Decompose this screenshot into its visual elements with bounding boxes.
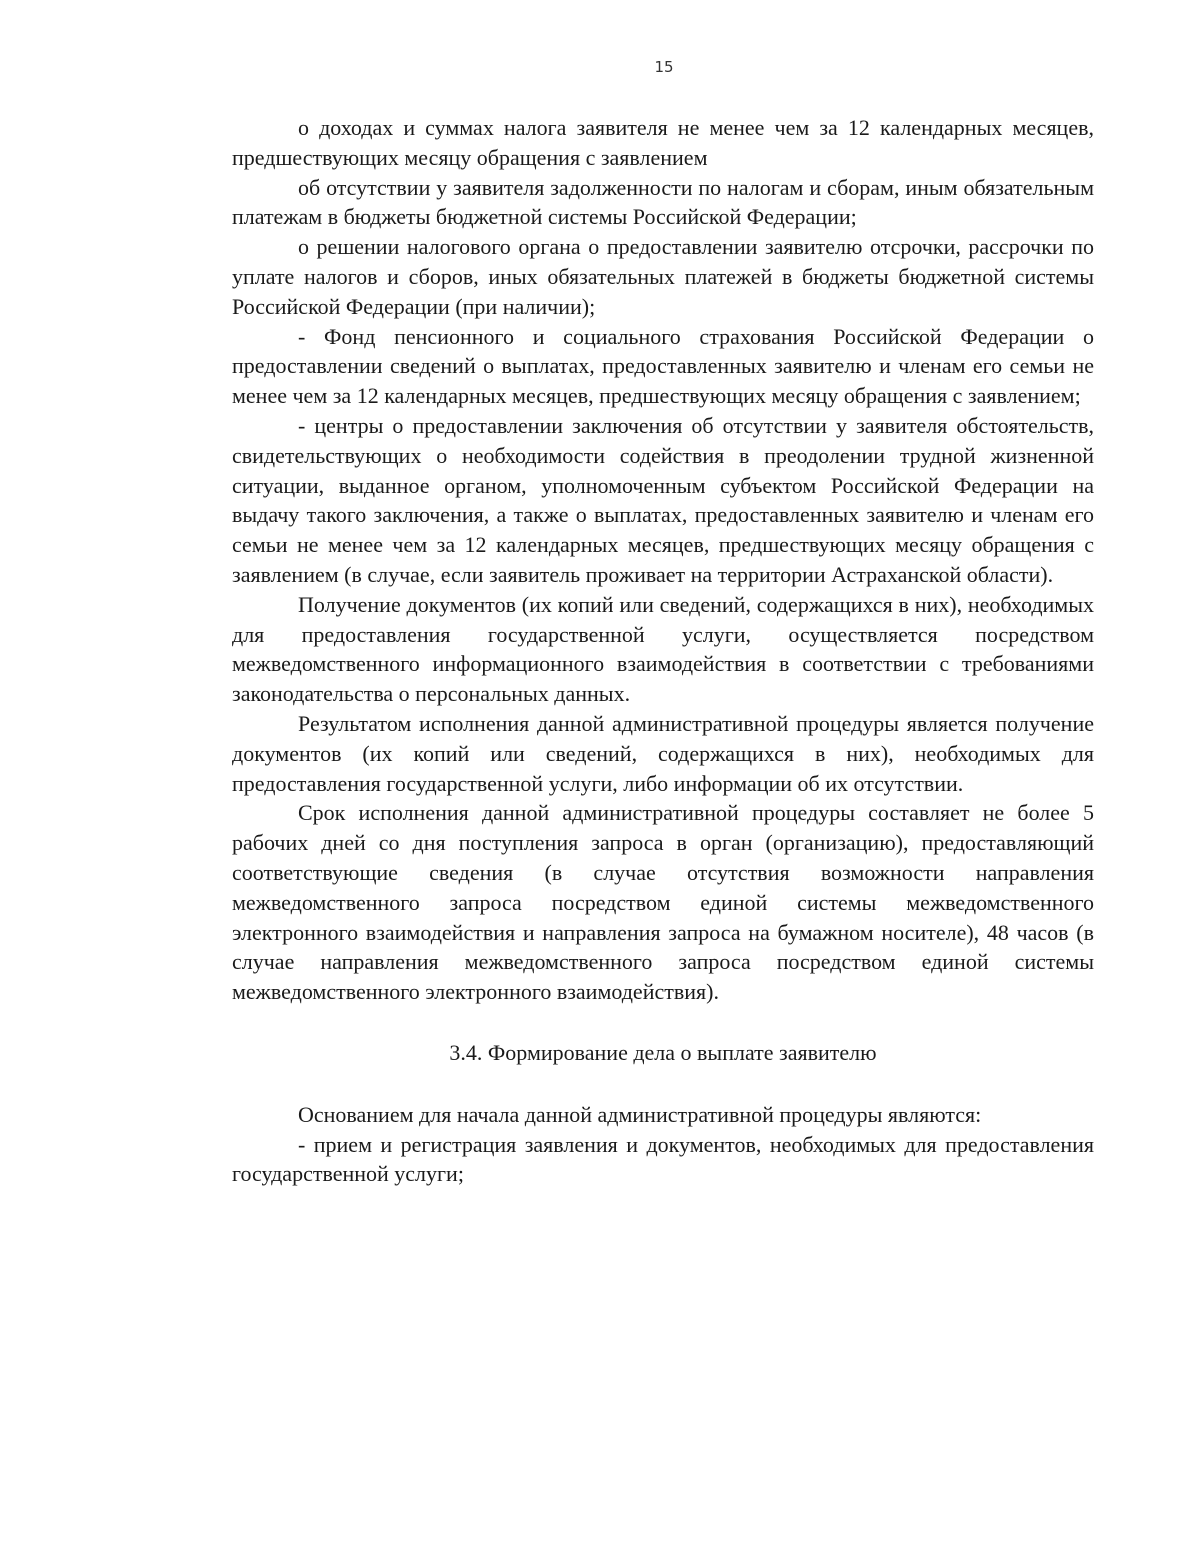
paragraph-pension-fund: - Фонд пенсионного и социального страхования Российской Федерации о предоставлении сведений о выплатах, предоставленных заявителю и членам его семьи не менее чем за 12 календарных месяцев, предшествующих месяцу обращения с заявлением; bbox=[232, 323, 1094, 409]
document-body bbox=[232, 113, 1094, 1189]
page-number: 15 bbox=[654, 58, 674, 76]
paragraph-application-registration: - прием и регистрация заявления и документов, необходимых для предоставления государственной услуги; bbox=[232, 1131, 1094, 1187]
paragraph-tax-deferral: о решении налогового органа о предоставлении заявителю отсрочки, рассрочки по уплате налогов и сборов, иных обязательных платежей в бюджеты бюджетной системы Российской Федерации (при наличии); bbox=[232, 234, 1094, 319]
paragraph-procedure-result: Результатом исполнения данной административной процедуры является получение документов (их копий или сведений, содержащихся в них), необходимых для предоставления государственной услуги, либо информации об их отсутствии. bbox=[232, 710, 1094, 796]
paragraph-tax-debt: об отсутствии у заявителя задолженности по налогам и сборам, иным обязательным платежам в бюджеты бюджетной системы Российской Федерации; bbox=[232, 174, 1094, 230]
paragraph-procedure-basis: Основанием для начала данной административной процедуры являются: bbox=[298, 1101, 982, 1127]
paragraph-income-tax: о доходах и суммах налога заявителя не менее чем за 12 календарных месяцев, предшествующих месяцу обращения с заявлением bbox=[232, 115, 1094, 170]
section-heading: 3.4. Формирование дела о выплате заявителю bbox=[449, 1039, 877, 1065]
paragraph-procedure-term: Срок исполнения данной административной процедуры составляет не более 5 рабочих дней со дня поступления запроса в орган (организацию), предоставляющий соответствующие сведения (в случае отсутствия возможности направления межведомственного запроса посредством единой системы межведомственного электронного взаимодействия и направления запроса на бумажном носителе), 48 часов (в случае направления межведомственного запроса посредством единой системы межведомственного электронного взаимодействия). bbox=[232, 800, 1094, 1005]
paragraph-centers: - центры о предоставлении заключения об отсутствии у заявителя обстоятельств, свидетельствующих о необходимости содействия в преодолении трудной жизненной ситуации, выданное органом, уполномоченным субъектом Российской Федерации на выдачу такого заключения, а также о выплатах, предоставленных заявителю и членам его семьи не менее чем за 12 календарных месяцев, предшествующих месяцу обращения с заявлением (в случае, если заявитель проживает на территории Астраханской области). bbox=[232, 412, 1094, 587]
paragraph-documents-receipt: Получение документов (их копий или сведений, содержащихся в них), необходимых для предоставления государственной услуги, осуществляется посредством межведомственного информационного взаимодействия в соответствии с требованиями законодательства о персональных данных. bbox=[232, 591, 1094, 707]
